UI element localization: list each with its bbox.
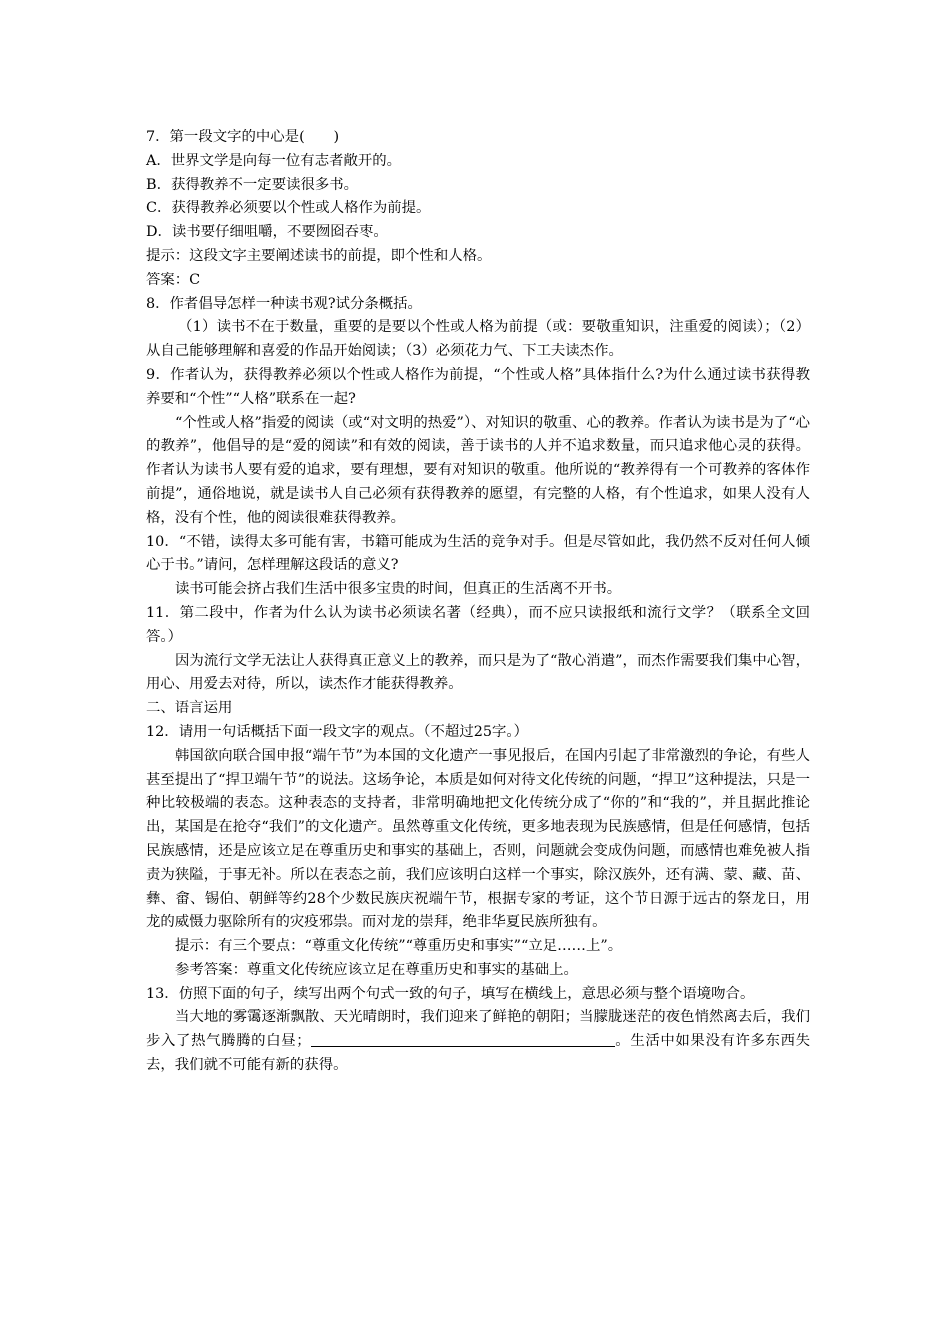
- question-13-passage: [146, 1006, 810, 1077]
- question-7-hint: 提示：这段文字主要阐述读书的前提，即个性和人格。: [146, 247, 492, 264]
- question-8-answer: （1）读书不在于数量，重要的是要以个性或人格为前提（或：要敬重知识，注重爱的阅读）；（2）从自己能够理解和喜爱的作品开始阅读；（3）必须花力气、下工夫读杰作。: [146, 319, 810, 360]
- question-12-stem: 12．请用一句话概括下面一段文字的观点。（不超过25字。）: [146, 723, 528, 740]
- question-12-hint: 提示：有三个要点：“尊重文化传统”“尊重历史和事实”“立足……上”。: [175, 938, 623, 955]
- question-7-option-d: D．读书要仔细咀嚼，不要囫囵吞枣。: [146, 224, 388, 241]
- answer-blank-line[interactable]: [311, 1032, 615, 1047]
- question-7-answer: 答案：C: [146, 271, 201, 288]
- question-13-passage-before: 当大地的雾霭逐渐飘散、天光晴朗时，我们迎来了鲜艳的朝阳；当朦胧迷茫的夜色悄然离去后，我们步入了热气腾腾的白昼；: [146, 1009, 810, 1050]
- question-12-answer: 参考答案：尊重文化传统应该立足在尊重历史和事实的基础上。: [175, 961, 578, 978]
- question-7-option-a: A．世界文学是向每一位有志者敞开的。: [146, 152, 402, 169]
- question-8-stem: 8．作者倡导怎样一种读书观?试分条概括。: [146, 295, 422, 312]
- question-7-stem: 7．第一段文字的中心是( ): [146, 129, 340, 145]
- document-page: [146, 126, 810, 1078]
- question-7-option-c: C．获得教养必须要以个性或人格作为前提。: [146, 200, 431, 217]
- question-13-passage-after: 。生活中如果没有许多东西失去，我们就不可能有新的获得。: [146, 1033, 810, 1074]
- question-10-stem: 10．“不错，读得太多可能有害，书籍可能成为生活的竞争对手。但是尽管如此，我仍然不反对任何人倾心于书。”请问，怎样理解这段话的意义?: [146, 533, 810, 574]
- question-9-answer: “个性或人格”指爱的阅读（或“对文明的热爱”）、对知识的敬重、心的教养。作者认为读书是为了“心的教养”，他倡导的是“爱的阅读”和有效的阅读，善于读书的人并不追求数量，而只追求他心灵的获得。作者认为读书人要有爱的追求，要有理想，要有对知识的敬重。他所说的“教养得有一个可教养的客体作前提”，通俗地说，就是读书人自己必须有获得教养的愿望，有完整的人格，有个性追求，如果人没有人格，没有个性，他的阅读很难获得教养。: [146, 414, 810, 526]
- question-11-stem: 11．第二段中，作者为什么认为读书必须读名著（经典），而不应只读报纸和流行文学？（联系全文回答。）: [146, 604, 810, 645]
- question-9-stem: 9．作者认为，获得教养必须以个性或人格作为前提，“个性或人格”具体指什么?为什么通过读书获得教养要和“个性”“人格”联系在一起?: [146, 366, 810, 407]
- question-12-passage: 韩国欲向联合国申报“端午节”为本国的文化遗产一事见报后，在国内引起了非常激烈的争论，有些人甚至提出了“捍卫端午节”的说法。这场争论，本质是如何对待文化传统的问题，“捍卫”这种提法，只是一种比较极端的表态。这种表态的支持者，非常明确地把文化传统分成了“你的”和“我的”，并且据此推论出，某国是在抢夺“我们”的文化遗产。虽然尊重文化传统，更多地表现为民族感情，但是任何感情，包括民族感情，还是应该立足在尊重历史和事实的基础上，否则，问题就会变成伪问题，而感情也难免被人指责为狭隘，于事无补。所以在表态之前，我们应该明白这样一个事实，除汉族外，还有满、蒙、藏、苗、彝、畲、锡伯、朝鲜等约28个少数民族庆祝端午节，根据专家的考证，这个节日源于远古的祭龙日，用龙的威慑力驱除所有的灾疫邪祟。而对龙的崇拜，绝非华夏民族所独有。: [146, 747, 810, 931]
- question-13-stem: 13．仿照下面的句子，续写出两个句式一致的句子，填写在横线上，意思必须与整个语境吻合。: [146, 985, 755, 1002]
- question-11-answer: 因为流行文学无法让人获得真正意义上的教养，而只是为了“散心消遣”，而杰作需要我们集中心智，用心、用爱去对待，所以，读杰作才能获得教养。: [146, 652, 810, 693]
- question-7-option-b: B．获得教养不一定要读很多书。: [146, 176, 359, 193]
- question-10-answer: 读书可能会挤占我们生活中很多宝贵的时间，但真正的生活离不开书。: [175, 581, 622, 598]
- section-heading-language-use: 二、语言运用: [146, 700, 233, 717]
